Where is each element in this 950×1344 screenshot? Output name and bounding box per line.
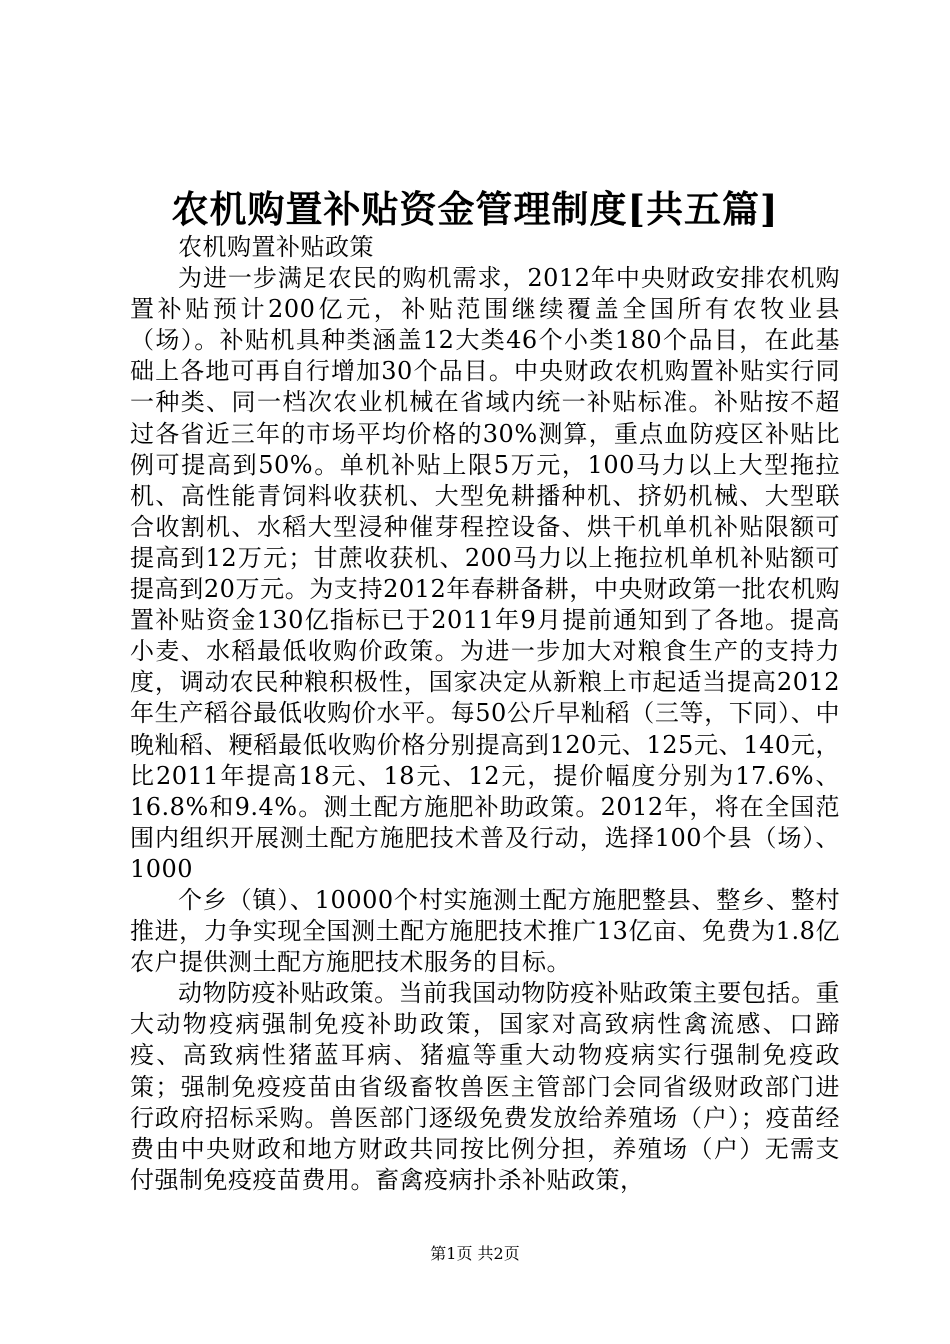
paragraph: 为进一步满足农民的购机需求，2012年中央财政安排农机购置补贴预计200亿元，补贴范围继续覆盖全国所有农牧业县（场）。补贴机具种类涵盖12大类46个小类180个品目，在此基础上各地可再自行增加30个品目。中央财政农机购置补贴实行同一种类、同一档次农业机械在省域内统一补贴标准。补贴按不超过各省近三年的市场平均价格的30%测算，重点血防疫区补贴比例可提高到50%。单机补贴上限5万元，100马力以上大型拖拉机、高性能青饲料收获机、大型免耕播种机、挤奶机械、大型联合收割机、水稻大型浸种催芽程控设备、烘干机单机补贴限额可提高到12万元；甘蔗收获机、200马力以上拖拉机单机补贴额可提高到20万元。为支持2012年春耕备耕，中央财政第一批农机购置补贴资金130亿指标已于2011年9月提前通知到了各地。提高小麦、水稻最低收购价政策。为进一步加大对粮食生产的支持力度，调动农民种粮积极性，国家决定从新粮上市起适当提高2012年生产稻谷最低收购价水平。每50公斤早籼稻（三等，下同）、中晚籼稻、粳稻最低收购价格分别提高到120元、125元、140元，比2011年提高18元、18元、12元，提价幅度分别为17.6%、16.8%和9.4%。测土配方施肥补助政策。2012年，将在全国范围内组织开展测土配方施肥技术普及行动，选择100个县（场）、1000 [130,264,840,883]
document-body [130,232,840,1196]
document-title: 农机购置补贴资金管理制度[共五篇] [171,187,779,231]
page-footer: 第1页 共2页 [430,1244,520,1263]
section-heading: 农机购置补贴政策 [178,233,374,261]
paragraph: 个乡（镇）、10000个村实施测土配方施肥整县、整乡、整村推进，力争实现全国测土配方施肥技术推广13亿亩、免费为1.8亿农户提供测土配方施肥技术服务的目标。 [130,885,840,977]
paragraph: 动物防疫补贴政策。当前我国动物防疫补贴政策主要包括。重大动物疫病强制免疫补助政策，国家对高致病性禽流感、口蹄疫、高致病性猪蓝耳病、猪瘟等重大动物疫病实行强制免疫政策；强制免疫疫苗由省级畜牧兽医主管部门会同省级财政部门进行政府招标采购。兽医部门逐级免费发放给养殖场（户）；疫苗经费由中央财政和地方财政共同按比例分担，养殖场（户）无需支付强制免疫疫苗费用。畜禽疫病扑杀补贴政策， [130,979,840,1194]
